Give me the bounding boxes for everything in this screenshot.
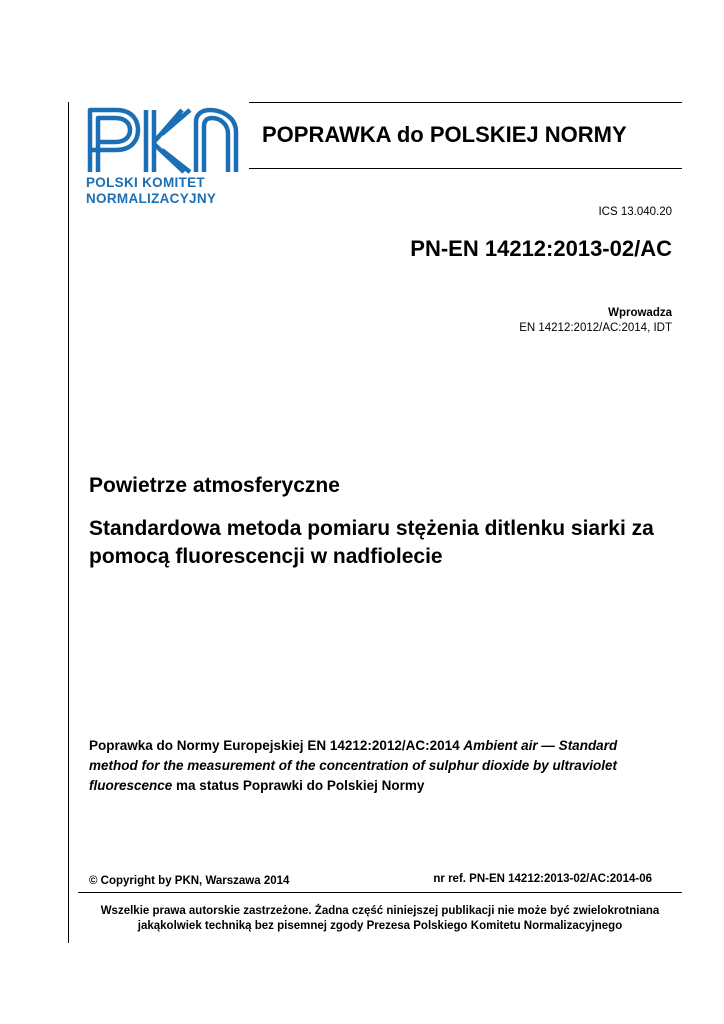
introduces-value: EN 14212:2012/AC:2014, IDT [519,322,672,334]
description-part2: ma status Poprawki do Polskiej Normy [172,778,425,793]
header-rule-top [249,102,682,103]
main-title: Standardowa metoda pomiaru stężenia ditlenku siarki za pomocą fluorescencji w nadfiolecie [89,517,654,568]
document-type-title: POPRAWKA do POLSKIEJ NORMY [262,122,627,147]
header-rule-bottom [249,168,682,169]
ics-code: ICS 13.040.20 [598,206,672,218]
left-margin-rule [68,102,69,943]
introduces-label: Wprowadza [608,307,672,319]
pkn-logo-mark [86,104,246,176]
footer-rule [78,892,682,893]
subject-heading: Powietrze atmosferyczne [89,474,340,497]
standard-number: PN-EN 14212:2013-02/AC [410,236,672,261]
rights-notice: Wszelkie prawa autorskie zastrzeżone. Żadna część niniejszej publikacji nie może być zwielokrotniana jakąkolwiek techniką bez pisemnej zgody Prezesa Polskiego Komitetu Normalizacyjnego [100,905,660,932]
logo-text-line2: NORMALIZACYJNY [86,191,217,206]
reference-number: nr ref. PN-EN 14212:2013-02/AC:2014-06 [433,873,652,885]
pkn-logo [86,104,246,208]
description-english-title: Ambient air — Standard method for the measurement of the concentration of sulphur dioxide by ultraviolet fluorescence [89,738,618,793]
description-part1: Poprawka do Normy Europejskiej EN 14212:2012/AC:2014 [89,738,464,753]
logo-text-line1: POLSKI KOMITET [86,175,205,190]
copyright-text: © Copyright by PKN, Warszawa 2014 [89,875,290,887]
description [89,736,669,796]
